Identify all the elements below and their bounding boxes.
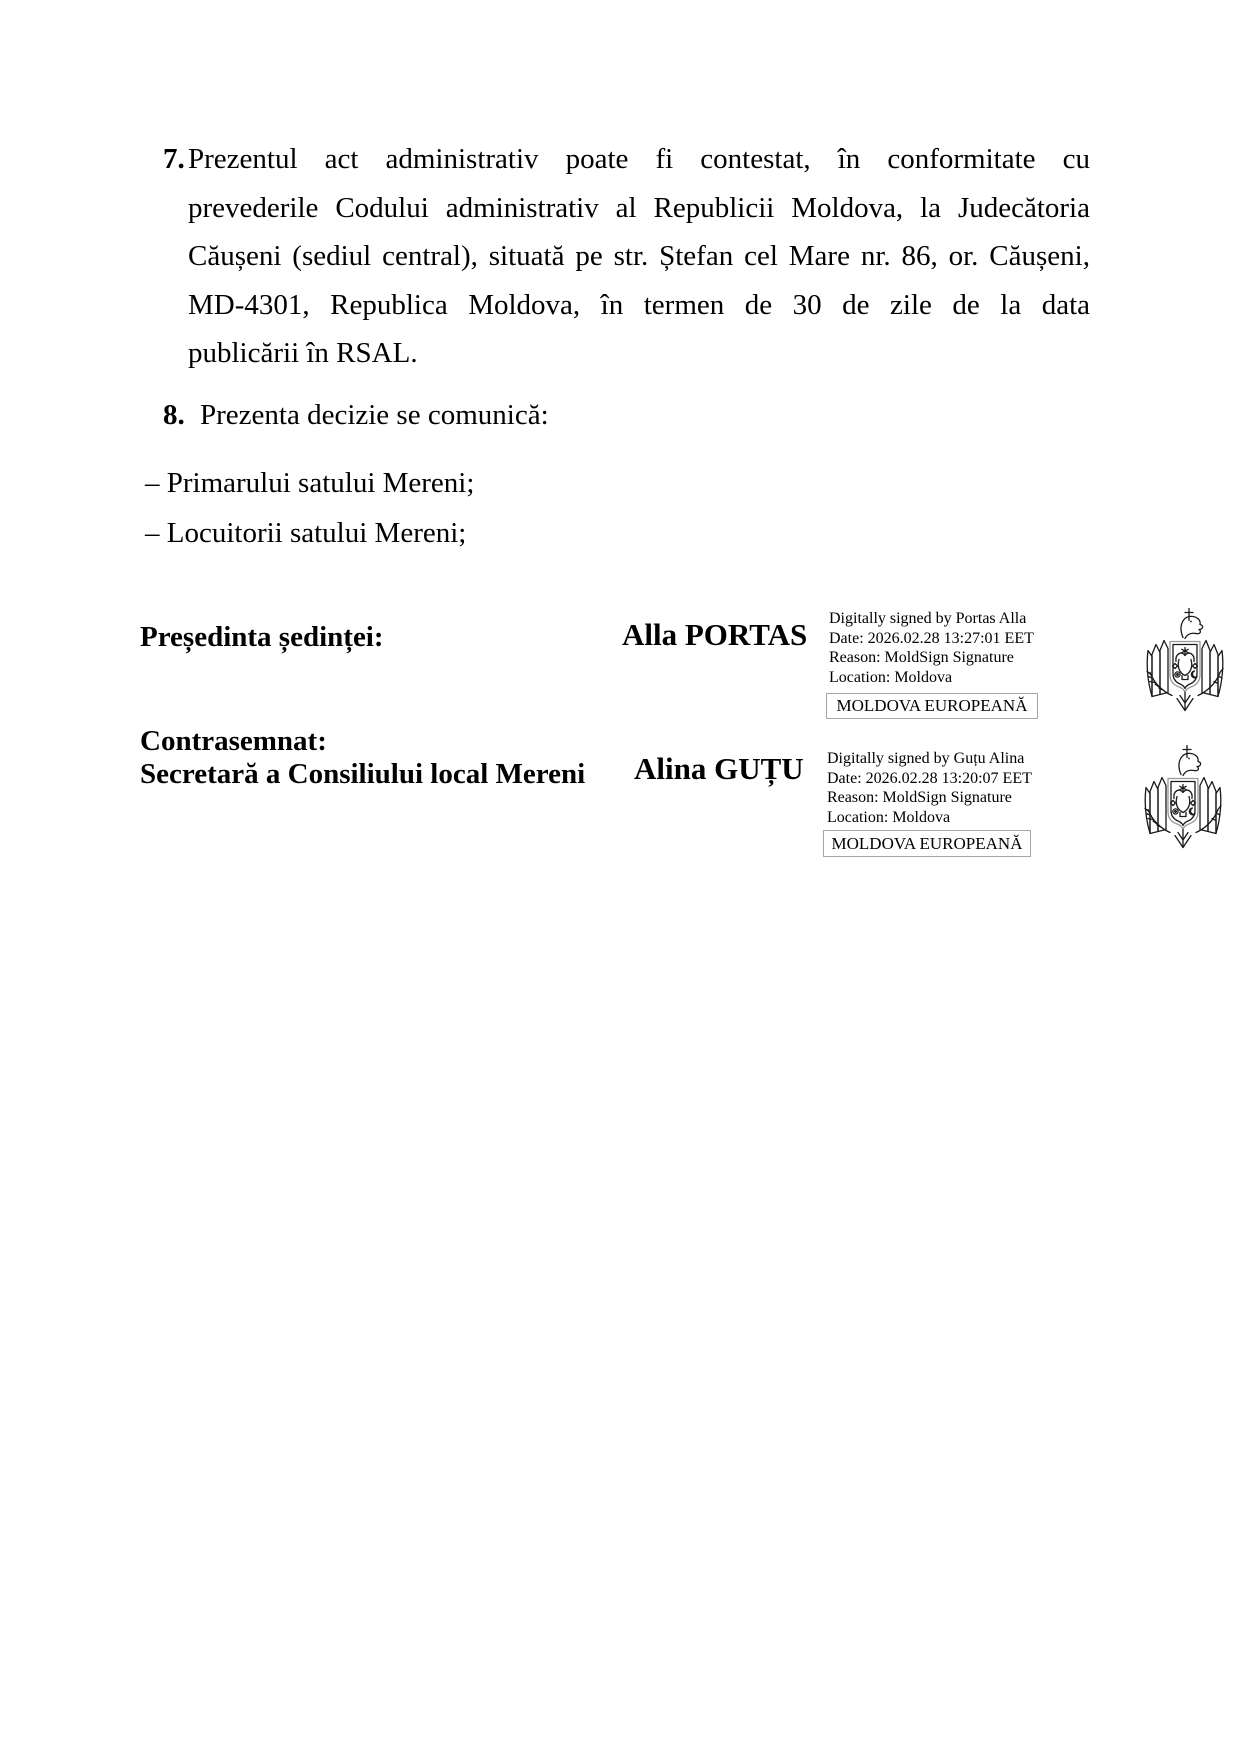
signer-name-president: Alla PORTAS bbox=[622, 617, 808, 652]
stamp-signed-by: Digitally signed by Portas Alla bbox=[829, 610, 1027, 627]
paragraph-7-line-3: Căușeni (sediul central), situată pe str. Ștefan cel Mare nr. 86, or. Căușeni, bbox=[188, 240, 1090, 272]
stamp-badge: MOLDOVA EUROPEANĂ bbox=[826, 693, 1038, 719]
list-item-8-text: Prezenta decizie se comunică: bbox=[200, 399, 549, 431]
paragraph-7-line-5: publicării în RSAL. bbox=[188, 337, 418, 369]
digital-stamp-president bbox=[829, 609, 1034, 687]
moldova-coat-of-arms-icon bbox=[1139, 606, 1231, 725]
stamp-badge: MOLDOVA EUROPEANĂ bbox=[823, 830, 1031, 857]
recipient-line-mayor: – Primarului satului Mereni; bbox=[145, 467, 475, 499]
digital-stamp-secretary bbox=[827, 749, 1032, 827]
stamp-date: Date: 2026.02.28 13:27:01 EET bbox=[829, 629, 1034, 647]
list-number-7: 7. bbox=[163, 143, 185, 175]
role-label-president: Președinta ședinței: bbox=[140, 621, 384, 653]
paragraph-7-line-1: Prezentul act administrativ poate fi contestat, în conformitate cu bbox=[188, 143, 1090, 175]
signer-name-secretary: Alina GUȚU bbox=[634, 751, 804, 786]
stamp-date: Date: 2026.02.28 13:20:07 EET bbox=[827, 769, 1032, 787]
stamp-reason: Reason: MoldSign Signature bbox=[827, 789, 1012, 806]
role-label-secretary: Secretară a Consiliului local Mereni bbox=[140, 757, 586, 790]
paragraph-7-line-4: MD-4301, Republica Moldova, în termen de 30 de zile de la data bbox=[188, 288, 1090, 321]
role-labels-secretary bbox=[140, 725, 585, 790]
paragraph-7 bbox=[188, 135, 1090, 378]
moldova-coat-of-arms-icon bbox=[1137, 743, 1229, 862]
stamp-location: Location: Moldova bbox=[829, 668, 953, 686]
paragraph-7-line-2: prevederile Codului administrativ al Republicii Moldova, la Judecătoria bbox=[188, 191, 1090, 224]
recipient-line-inhabitants: – Locuitorii satului Mereni; bbox=[145, 517, 467, 549]
stamp-signed-by: Digitally signed by Guțu Alina bbox=[827, 750, 1025, 767]
stamp-reason: Reason: MoldSign Signature bbox=[829, 649, 1014, 666]
role-label-countersigned: Contrasemnat: bbox=[140, 725, 327, 757]
list-number-8: 8. bbox=[163, 399, 185, 431]
stamp-location: Location: Moldova bbox=[827, 808, 951, 826]
